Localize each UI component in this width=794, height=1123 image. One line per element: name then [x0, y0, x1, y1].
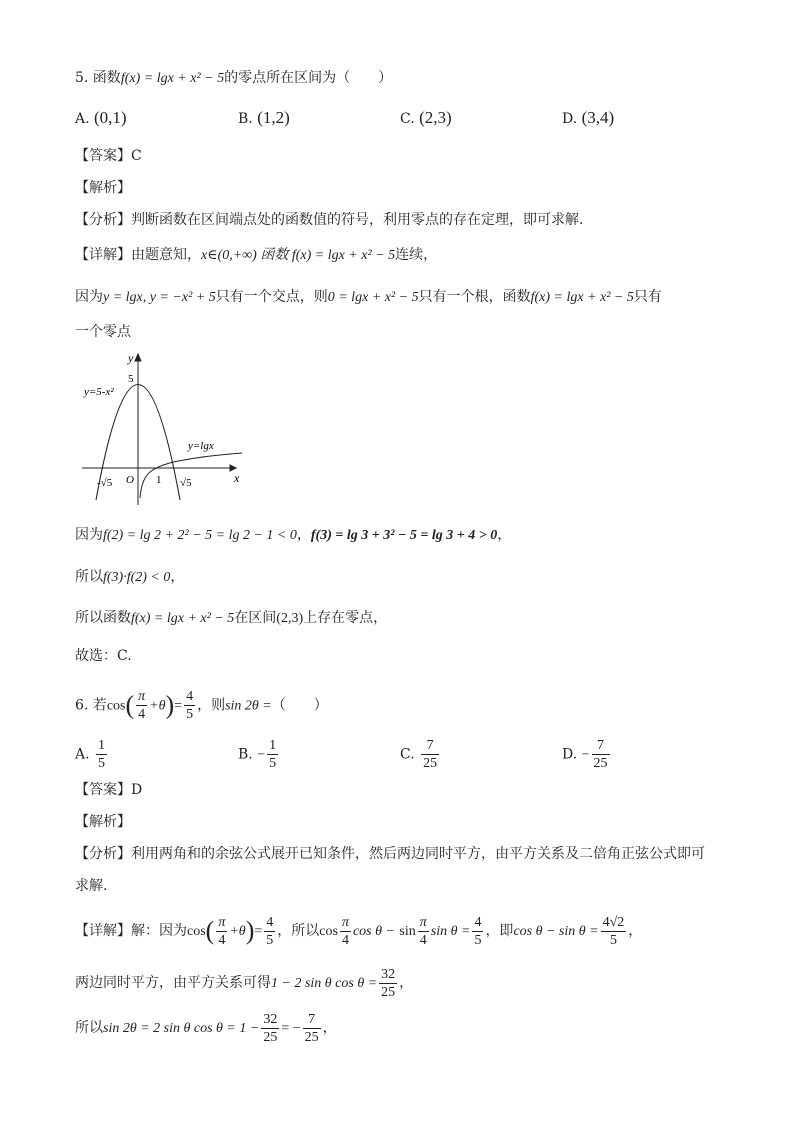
graph-parabola-label: y=5-x² [84, 386, 114, 398]
graph-x-label: x [234, 471, 240, 485]
q5-detail-line4: 因为f(2) = lg 2 + 2² − 5 = lg 2 − 1 < 0，f(3) = lg 3 + 3² − 5 = lg 3 + 4 > 0， [75, 527, 512, 543]
q5-analysis-tag: 【解析】 [75, 180, 131, 196]
graph-log-label: y=lgx [188, 440, 214, 452]
q5-answer: 【答案】C [75, 148, 142, 164]
function-graph [76, 350, 246, 510]
q5-detail-line5: 所以f(3)·f(2) < 0， [75, 569, 185, 585]
q6-detail-line1: 【详解】解：因为cos( $\frac{\pi}{4}$ +θ)= $\frac{4}{5}$ ，所以cos $\frac{\pi}{4}$ cos θ − sin $\frac{\pi}{4}$ sin θ = $\frac{4}{5}$ ，即cos θ − sin θ = $\frac{4√2}{5}$ ， [75, 914, 643, 948]
q5-option-d: D. (3,4) [562, 108, 615, 127]
q5-detail-line6: 所以函数f(x) = lgx + x² − 5在区间(2,3)上存在零点， [75, 610, 388, 626]
graph-y-label: y [128, 351, 134, 365]
q6-fenxi-line2: 求解. [75, 878, 108, 894]
q6-fenxi-line1: 【分析】利用两角和的余弦公式展开已知条件，然后两边同时平方，由平方关系及二倍角正弦公式即可 [75, 846, 705, 862]
q5-option-b: B. (1,2) [238, 108, 290, 127]
q5-detail-line3: 一个零点 [75, 324, 131, 340]
y-axis-arrow [135, 354, 141, 361]
graph-tick-5: 5 [128, 373, 134, 385]
q6-option-d: D. − $\frac{7}{25}$ [562, 738, 608, 771]
q5-stem: 5. 函数f(x) = lgx + x² − 5的零点所在区间为（ ） [75, 70, 393, 86]
q5-option-c: C. (2,3) [400, 108, 452, 127]
q6-option-b: B. − $\frac{1}{5}$ [238, 738, 277, 771]
graph-tick-1: 1 [156, 474, 162, 486]
q6-option-c: C. $\frac{7}{25}$ [400, 738, 438, 771]
q5-choose: 故选：C. [75, 648, 132, 664]
graph-origin-label: O [126, 474, 134, 486]
q5-detail-line2: 因为y = lgx, y = −x² + 5只有一个交点，则0 = lgx + x² − 5只有一个根，函数f(x) = lgx + x² − 5只有 [75, 289, 662, 305]
q6-answer: 【答案】D [75, 782, 143, 798]
q6-stem: 6. 若cos( $\frac{\pi}{4}$ +θ)= $\frac{4}{5}$ ，则sin 2θ =（ ） [75, 689, 328, 722]
q5-detail-line1: 【详解】由题意知，x∈(0,+∞) 函数 f(x) = lgx + x² − 5连续， [75, 247, 438, 263]
q5-function: f(x) = lgx + x² − 5 [120, 71, 225, 86]
q6-detail-line2: 两边同时平方，由平方关系可得1 − 2 sin θ cos θ = $\frac{32}{25}$ ， [75, 966, 414, 1000]
q6-detail-line3: 所以sin 2θ = 2 sin θ cos θ = 1 − $\frac{32}{25}$ = − $\frac{7}{25}$ ， [75, 1011, 337, 1045]
q6-analysis-tag: 【解析】 [75, 814, 131, 830]
graph-tick-sqrt5: √5 [180, 477, 192, 489]
graph-tick-neg-sqrt5: -√5 [97, 477, 113, 489]
q5-fenxi: 【分析】判断函数在区间端点处的函数值的符号，利用零点的存在定理，即可求解. [75, 212, 584, 228]
q6-option-a: A. $\frac{1}{5}$ [75, 738, 106, 771]
q5-option-a: A. (0,1) [75, 108, 127, 127]
